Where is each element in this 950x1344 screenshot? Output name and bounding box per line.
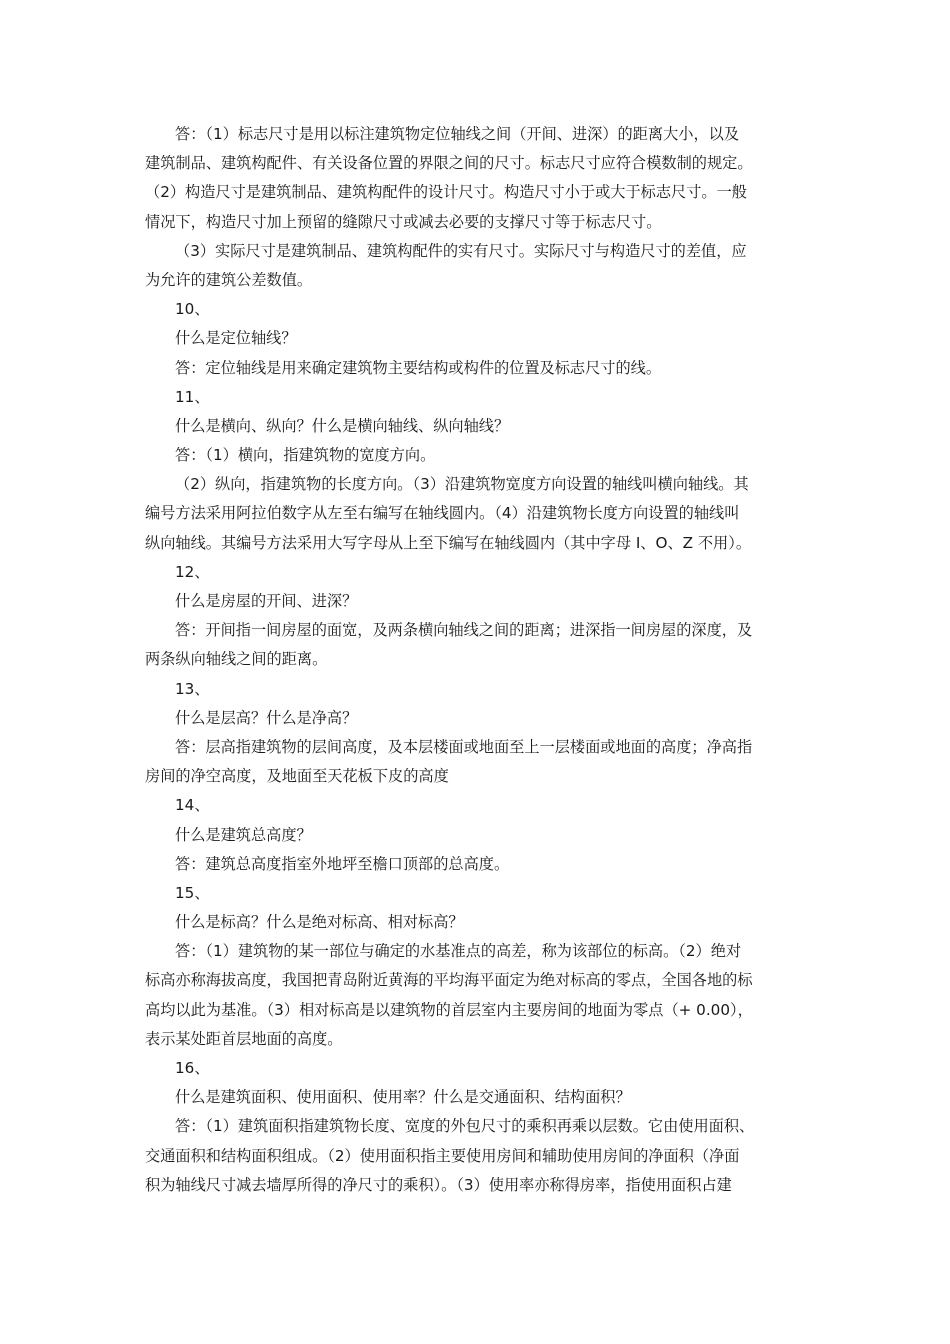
answer-line: 答：（1）建筑面积指建筑物长度、宽度的外包尺寸的乘积再乘以层数。它由使用面积、 [175, 1117, 755, 1136]
question-number: 10、 [175, 300, 210, 319]
answer-line: 答：（1）建筑物的某一部位与确定的水基准点的高差，称为该部位的标高。（2）绝对 [175, 942, 742, 961]
question-text: 什么是定位轴线？ [175, 329, 297, 348]
answer-line: 高均以此为基准。（3）相对标高是以建筑物的首层室内主要房间的地面为零点（+ 0.00）， [145, 1000, 753, 1019]
answer-line: 答：开间指一间房屋的面宽，及两条横向轴线之间的距离；进深指一间房屋的深度，及 [175, 621, 753, 640]
question-number: 14、 [175, 796, 210, 815]
answer-line: （3）实际尺寸是建筑制品、建筑构配件的实有尺寸。实际尺寸与构造尺寸的差值，应 [175, 241, 747, 260]
answer-line: 标高亦称海拔高度，我国把青岛附近黄海的平均海平面定为绝对标高的零点，全国各地的标 [145, 971, 753, 990]
question-number: 16、 [175, 1059, 210, 1077]
answer-line: 答：（1）横向，指建筑物的宽度方向。 [175, 446, 436, 465]
answer-line: 答：定位轴线是用来确定建筑物主要结构或构件的位置及标志尺寸的线。 [175, 358, 661, 377]
answer-line: 答：层高指建筑物的层间高度，及本层楼面或地面至上一层楼面或地面的高度；净高指 [175, 737, 753, 756]
question-number: 11、 [175, 387, 210, 406]
question-text: 什么是层高？什么是净高？ [175, 708, 358, 727]
answer-line: 两条纵向轴线之间的距离。 [145, 650, 328, 669]
question-text: 什么是标高？什么是绝对标高、相对标高？ [175, 913, 464, 932]
question-number: 13、 [175, 679, 210, 698]
answer-line: 编号方法采用阿拉伯数字从左至右编写在轴线圆内。（4）沿建筑物长度方向设置的轴线叫 [145, 504, 740, 523]
answer-line: 房间的净空高度，及地面至天花板下皮的高度 [145, 767, 449, 786]
answer-line: 积为轴线尺寸减去墙厚所得的净尺寸的乘积）。（3）使用率亦称得房率，指使用面积占建 [145, 1175, 732, 1194]
question-number: 12、 [175, 562, 210, 581]
answer-line: 纵向轴线。其编号方法采用大写字母从上至下编写在轴线圆内（其中字母 I、O、Z 不用）。 [145, 533, 752, 552]
question-text: 什么是横向、纵向？什么是横向轴线、纵向轴线？ [175, 416, 510, 435]
question-text: 什么是建筑总高度？ [175, 825, 312, 844]
question-number: 15、 [175, 883, 210, 902]
answer-line: 情况下，构造尺寸加上预留的缝隙尺寸或减去必要的支撑尺寸等于标志尺寸。 [145, 212, 662, 231]
answer-line: 交通面积和结构面积组成。（2）使用面积指主要使用房间和辅助使用房间的净面积（净面 [145, 1146, 740, 1165]
answer-line: 答：（1）标志尺寸是用以标注建筑物定位轴线之间（开间、进深）的距离大小，以及 [175, 125, 740, 143]
answer-line: 为允许的建筑公差数值。 [145, 270, 313, 289]
answer-line: 答：建筑总高度指室外地坪至檐口顶部的总高度。 [175, 854, 510, 873]
question-text: 什么是建筑面积、使用面积、使用率？什么是交通面积、结构面积？ [175, 1088, 631, 1107]
document-body [145, 120, 807, 1200]
answer-line: 建筑制品、建筑构配件、有关设备位置的界限之间的尺寸。标志尺寸应符合模数制的规定。 [145, 154, 753, 173]
answer-line: （2）纵向，指建筑物的长度方向。（3）沿建筑物宽度方向设置的轴线叫横向轴线。其 [175, 475, 749, 494]
answer-line: （2）构造尺寸是建筑制品、建筑构配件的设计尺寸。构造尺寸小于或大于标志尺寸。一般 [145, 183, 747, 202]
answer-line: 表示某处距首层地面的高度。 [145, 1029, 343, 1048]
question-text: 什么是房屋的开间、进深？ [175, 592, 358, 610]
